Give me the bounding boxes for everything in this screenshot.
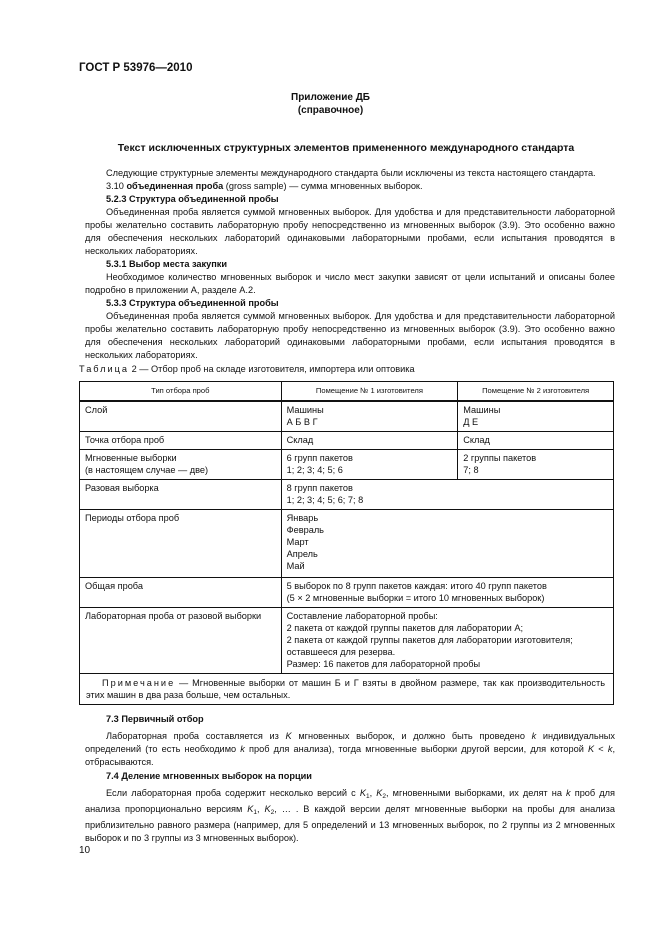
table-cell: 2 группы пакетов 7; 8 xyxy=(458,450,614,480)
table-cell: Склад xyxy=(458,432,614,450)
section-paragraph: Если лабораторная проба содержит несколько версий с $K_1$, $K_2$, мгновенными выборками, их делят на k проб для анализа пропорционально версиям $K_1$, $K_2$, … . В каждой версии делят мгновенные выборки на пробы для анализа приблизительно равного размера (например, для 5 определений и 13 мгновенных выборок, по 2 группы из 2 мгновенных выборок и по 3 группы из 3 мгновенных выборок). xyxy=(85,788,616,843)
header-cell: Помещение № 1 изготовителя xyxy=(281,382,458,402)
clause-heading: 5.2.3 Структура объединенной пробы xyxy=(106,194,279,204)
table-row xyxy=(80,401,614,432)
clause-number: 3.10 xyxy=(106,181,127,191)
defined-term: объединенная проба xyxy=(126,181,224,191)
table-row xyxy=(80,480,614,510)
section-7-4 xyxy=(85,770,615,845)
row-type-cell: Разовая выборка xyxy=(80,480,282,510)
intro-paragraph: Следующие структурные элементы международного стандарта были исключены из текста настоящего стандарта. xyxy=(106,168,596,178)
table-row xyxy=(80,608,614,674)
note-text: — Мгновенные выборки от машин Б и Г взяты в двойном размере, так как производительность этих машин в два раза больше, чем остальных. xyxy=(86,678,605,700)
table-row xyxy=(80,578,614,608)
document-code: ГОСТ Р 53976—2010 xyxy=(79,62,193,74)
clause-paragraph: Объединенная проба является суммой мгновенных выборок. Для удобства и для представительности лабораторной пробы желательно составить лабораторную пробу непосредственно из мгновенных выборок (3.9). Это особенно важно для обеспечения нескольких лабораторий одинаковыми лабораторными пробами, если испытания проводятся в нескольких лабораториях. xyxy=(85,311,615,360)
section-heading: 7.3 Первичный отбор xyxy=(106,714,204,724)
table-caption-text: 2 — Отбор проб на складе изготовителя, импортера или оптовика xyxy=(129,364,415,374)
section-heading: 7.4 Деление мгновенных выборок на порции xyxy=(106,771,312,781)
table-caption-label: Таблица xyxy=(79,364,130,374)
row-type-cell: Периоды отбора проб xyxy=(80,510,282,578)
section-paragraph: Лабораторная проба составляется из K мгновенных выборок, и должно быть проведено k индивидуальных определений (то есть необходимо k проб для анализа), тогда мгновенные выборки другой версии, для которой K < k, отбрасываются. xyxy=(85,731,615,767)
table-row xyxy=(80,432,614,450)
table-cell: Январь Февраль Март Апрель Май xyxy=(281,510,613,578)
table-cell: 6 групп пакетов 1; 2; 3; 4; 5; 6 xyxy=(281,450,458,480)
row-type-cell: Мгновенные выборки (в настоящем случае — две) xyxy=(80,450,282,480)
table-cell: Составление лабораторной пробы: 2 пакета от каждой группы пакетов для лаборатории А; 2 пакета от каждой группы пакетов для лаборатории изготовителя; оставшееся для резерва. Размер: 16 пакетов для лабораторной пробы xyxy=(281,608,613,674)
page-number: 10 xyxy=(79,845,91,856)
sampling-table xyxy=(79,381,614,705)
appendix-title: Приложение ДБ xyxy=(291,92,370,103)
table-cell: Машины А Б В Г xyxy=(281,401,458,432)
table-cell: Склад xyxy=(281,432,458,450)
table-cell: 8 групп пакетов 1; 2; 3; 4; 5; 6; 7; 8 xyxy=(281,480,613,510)
clause-heading: 5.3.1 Выбор места закупки xyxy=(106,259,228,269)
definition-paragraph xyxy=(85,180,615,193)
section-title: Текст исключенных структурных элементов примененного международного стандарта xyxy=(117,142,575,154)
section-7-3 xyxy=(85,713,615,769)
table-note xyxy=(80,674,614,705)
table-row xyxy=(80,510,614,578)
row-type-cell: Слой xyxy=(80,401,282,432)
clause-paragraph: Объединенная проба является суммой мгновенных выборок. Для удобства и для представительности лабораторной пробы желательно составить лабораторную пробу непосредственно из мгновенных выборок (3.9). Это особенно важно для обеспечения нескольких лабораторий одинаковыми лабораторными пробами, если испытания проводятся в нескольких лабораториях. xyxy=(85,207,615,256)
definition-text: (gross sample) — сумма мгновенных выборок. xyxy=(223,181,423,191)
intro-text xyxy=(85,167,615,362)
table-row xyxy=(80,450,614,480)
note-label: Примечание xyxy=(102,678,176,688)
table-note-row xyxy=(80,674,614,705)
row-type-cell: Точка отбора проб xyxy=(80,432,282,450)
clause-paragraph: Необходимое количество мгновенных выборок и число мест закупки зависят от цели испытаний и описаны более подробно в приложении А, разделе А.2. xyxy=(85,272,615,295)
table-cell: Машины Д Е xyxy=(458,401,614,432)
clause-heading: 5.3.3 Структура объединенной пробы xyxy=(106,298,279,308)
header-cell: Помещение № 2 изготовителя xyxy=(458,382,614,402)
row-type-cell: Общая проба xyxy=(80,578,282,608)
table-header-row xyxy=(80,382,614,402)
row-type-cell: Лабораторная проба от разовой выборки xyxy=(80,608,282,674)
header-cell: Тип отбора проб xyxy=(80,382,282,402)
table-cell: 5 выборок по 8 групп пакетов каждая: итого 40 групп пакетов (5 × 2 мгновенные выборки = итого 10 мгновенных выборок) xyxy=(281,578,613,608)
table-caption xyxy=(79,364,415,374)
appendix-subtitle: (справочное) xyxy=(297,105,364,116)
